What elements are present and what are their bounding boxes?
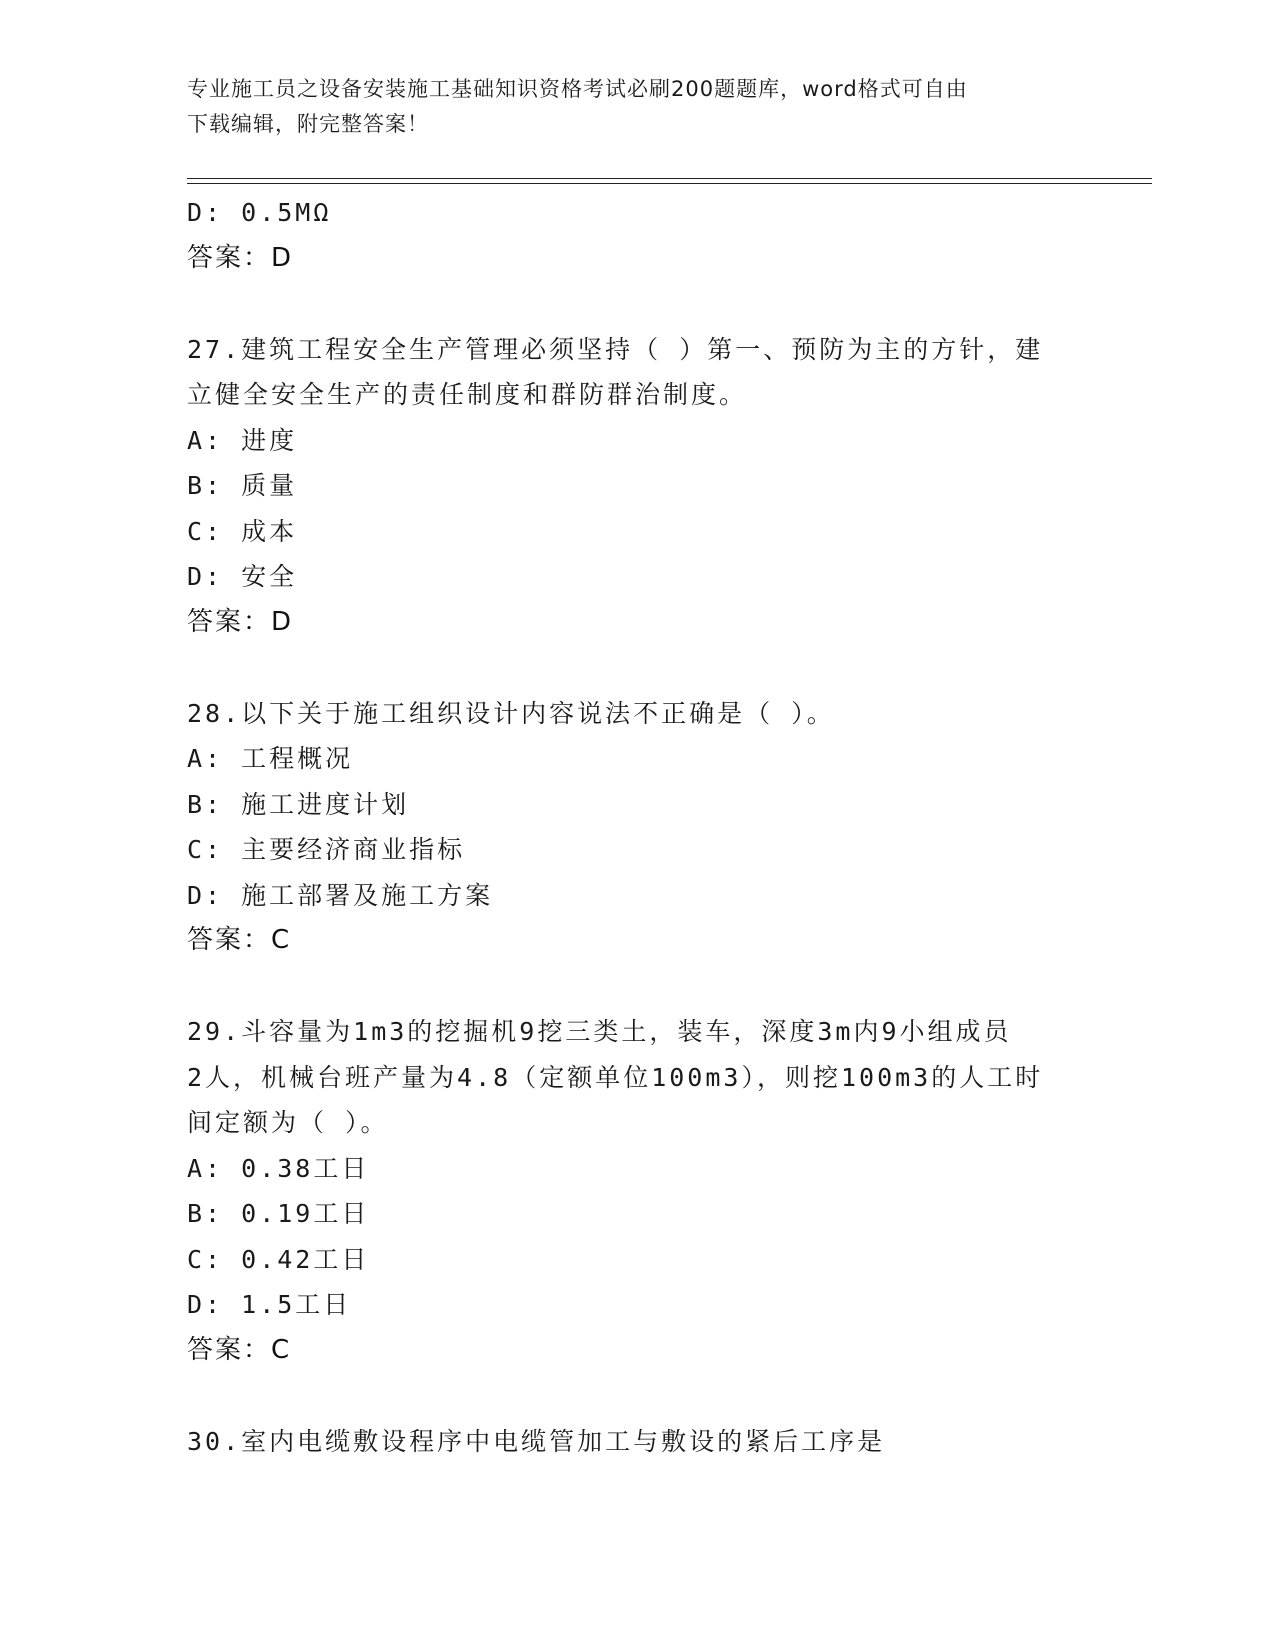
document-header [187,72,1067,142]
q28-option-d: D: 施工部署及施工方案 [187,880,494,910]
q30-stem-line-1: 30.室内电缆敷设程序中电缆管加工与敷设的紧后工序是 [187,1426,886,1456]
q26-option-d: D: 0.5MΩ [187,198,332,227]
question-content [187,190,1077,1464]
q29-option-c: C: 0.42工日 [187,1244,370,1274]
q27-option-c: C: 成本 [187,516,298,546]
q29-stem-line-2: 2人，机械台班产量为4.8（定额单位100m3），则挖100m3的人工时 [187,1062,1044,1092]
q29-option-b: B: 0.19工日 [187,1199,370,1228]
q28-option-c: C: 主要经济商业指标 [187,835,466,864]
q29-stem-line-3: 间定额为（ ）。 [187,1108,389,1137]
header-rule-top [187,178,1152,179]
q27-option-a: A: 进度 [187,425,298,455]
q27-stem-line-1: 27.建筑工程安全生产管理必须坚持（ ）第一、预防为主的方针，建 [187,334,1044,364]
header-rule-bottom [187,183,1152,184]
spacer [187,964,1077,1010]
q29-answer: 答案：C [187,1334,292,1365]
q29-stem-line-1: 29.斗容量为1m3的挖掘机9挖三类土，装车，深度3m内9小组成员 [187,1017,1012,1046]
q28-option-b: B: 施工进度计划 [187,789,410,819]
spacer [187,1373,1077,1419]
q28-answer: 答案：C [187,925,292,955]
q28-stem-line-1: 28.以下关于施工组织设计内容说法不正确是（ ）。 [187,698,835,728]
q27-stem-line-2: 立健全安全生产的责任制度和群防群治制度。 [187,380,748,409]
spacer [187,281,1077,327]
header-line-1: 专业施工员之设备安装施工基础知识资格考试必刷200题题库，word格式可自由 [187,77,968,101]
q29-option-d: D: 1.5工日 [187,1290,352,1319]
spacer [187,645,1077,691]
q27-option-b: B: 质量 [187,471,298,500]
q26-answer: 答案：D [187,242,294,273]
q28-option-a: A: 工程概况 [187,744,354,773]
q27-answer: 答案：D [187,606,294,637]
header-line-2: 下载编辑，附完整答案！ [187,112,429,136]
q27-option-d: D: 安全 [187,562,298,591]
q29-option-a: A: 0.38工日 [187,1153,370,1183]
